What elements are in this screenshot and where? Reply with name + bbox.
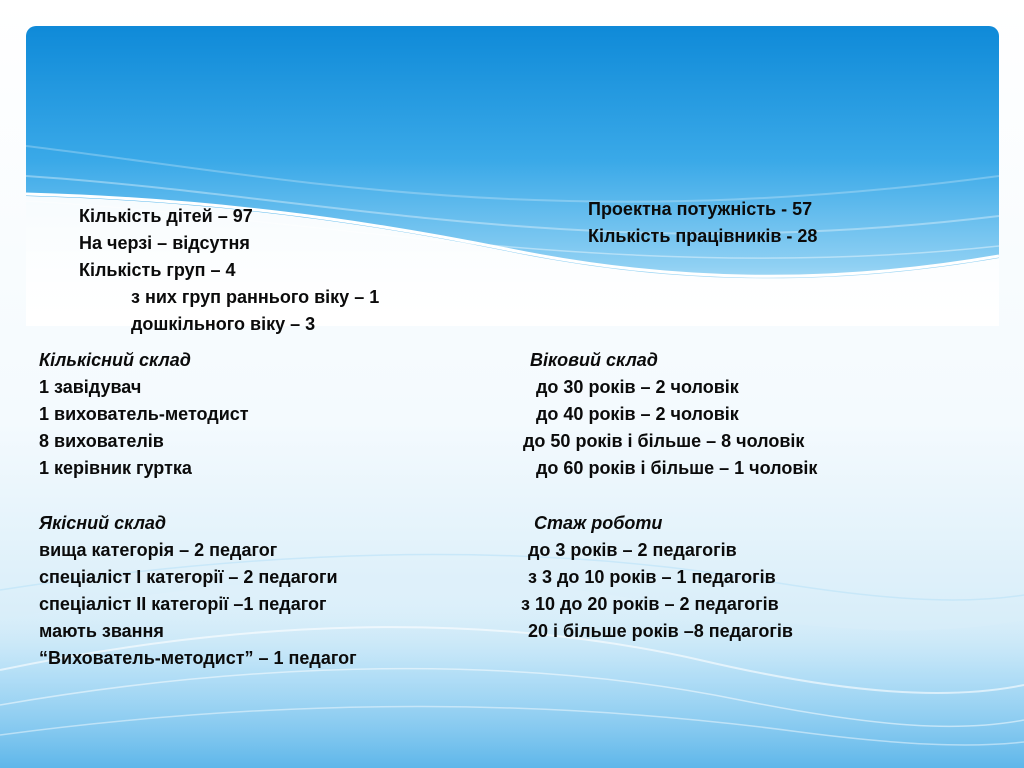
early-age-groups: з них груп раннього віку – 1	[131, 287, 380, 307]
design-capacity: Проектна потужність - 57	[588, 199, 813, 219]
list-item: до 50 років і більше – 8 чоловік	[523, 431, 805, 451]
capacity-block	[588, 196, 817, 250]
quantitative-block	[39, 347, 249, 482]
employees-count: Кількість працівників - 28	[588, 226, 818, 246]
list-item: до 3 років – 2 педагогів	[528, 540, 737, 560]
list-item: вища категорія – 2 педагог	[39, 540, 278, 560]
list-item: 1 завідувач	[39, 377, 142, 397]
list-item: “Вихователь-методист” – 1 педагог	[39, 648, 357, 668]
groups-count: Кількість груп – 4	[79, 260, 236, 280]
qualitative-heading: Якісний склад	[39, 513, 167, 533]
list-item: з 3 до 10 років – 1 педагогів	[528, 567, 776, 587]
list-item: до 30 років – 2 чоловік	[536, 377, 739, 397]
list-item: до 40 років – 2 чоловік	[536, 404, 739, 424]
experience-heading: Стаж роботи	[534, 513, 663, 533]
list-item: спеціаліст I категорії – 2 педагоги	[39, 567, 338, 587]
age-heading: Віковий склад	[530, 350, 658, 370]
list-item: мають звання	[39, 621, 164, 641]
list-item: 1 керівник гуртка	[39, 458, 192, 478]
list-item: до 60 років і більше – 1 чоловік	[536, 458, 818, 478]
quantitative-heading: Кількісний склад	[39, 350, 191, 370]
qualitative-block	[39, 510, 357, 672]
summary-block	[79, 203, 379, 338]
list-item: з 10 до 20 років – 2 педагогів	[521, 594, 779, 614]
list-item: 20 і більше років –8 педагогів	[528, 621, 793, 641]
queue-status: На черзі – відсутня	[79, 233, 250, 253]
preschool-groups: дошкільного віку – 3	[131, 314, 316, 334]
list-item: 1 вихователь-методист	[39, 404, 249, 424]
children-count: Кількість дітей – 97	[79, 206, 253, 226]
list-item: спеціаліст II категорії –1 педагог	[39, 594, 327, 614]
list-item: 8 вихователів	[39, 431, 164, 451]
